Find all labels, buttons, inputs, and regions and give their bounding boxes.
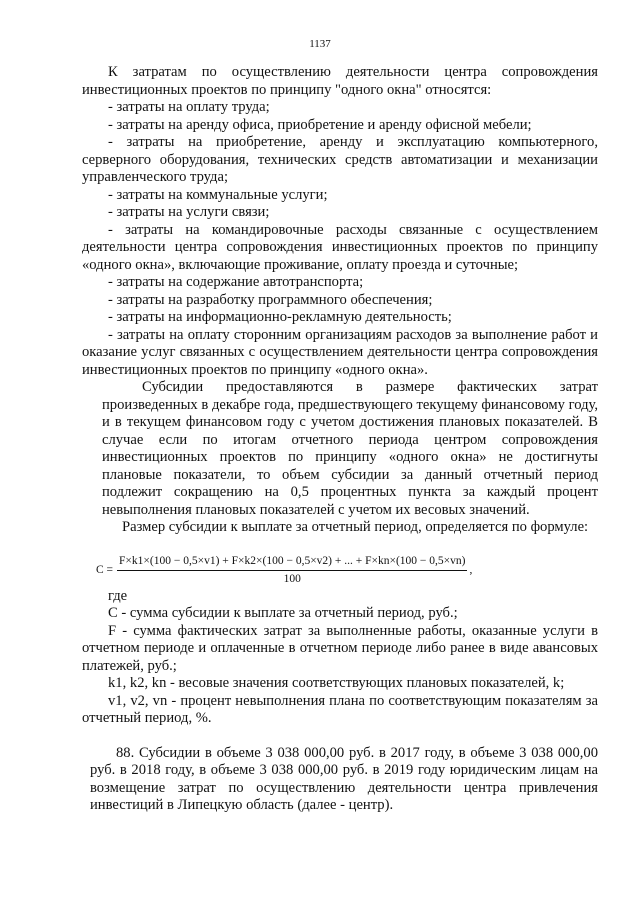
definition-item: v1, v2, vn - процент невыполнения плана по соответствующим показателям за отчетный период, %. bbox=[82, 692, 598, 726]
definition-item: F - сумма фактических затрат за выполненные работы, оказанные услуги в отчетном периоде и оплаченные в отчетном периоде либо ранее в виде авансовых платежей, руб.; bbox=[82, 622, 598, 674]
formula-lhs: C = bbox=[96, 563, 114, 576]
definition-item: k1, k2, kn - весовые значения соответствующих плановых показателей, k; bbox=[108, 675, 565, 691]
paragraph-gap bbox=[82, 728, 598, 745]
formula-intro: Размер субсидии к выплате за отчетный период, определяется по формуле: bbox=[122, 519, 589, 535]
list-item: - затраты на аренду офиса, приобретение и аренду офисной мебели; bbox=[108, 116, 532, 133]
subsidy-formula bbox=[82, 555, 598, 586]
list-item: - затраты на информационно-рекламную деятельность; bbox=[108, 309, 452, 325]
list-item: - затраты на оплату труда; bbox=[108, 99, 270, 115]
formula-tail: , bbox=[469, 563, 473, 576]
formula-denominator: 100 bbox=[283, 572, 301, 585]
intro-paragraph: К затратам по осуществлению деятельности центра сопровождения инвестиционных проектов по принципу "одного окна" относятся: bbox=[82, 64, 598, 98]
where-label: где bbox=[108, 587, 128, 604]
list-item: - затраты на содержание автотранспорта; bbox=[108, 274, 364, 290]
formula-numerator: F×k1×(100 − 0,5×v1) + F×k2×(100 − 0,5×v2) + ... + F×kn×(100 − 0,5×vn) bbox=[117, 555, 467, 571]
list-item: - затраты на услуги связи; bbox=[108, 204, 270, 220]
page-number: 1137 bbox=[309, 38, 331, 50]
formula-fraction bbox=[117, 555, 467, 586]
definition-item: С - сумма субсидии к выплате за отчетный период, руб.; bbox=[108, 605, 458, 621]
list-item: - затраты на оплату сторонним организациям расходов за выполнение работ и оказание услуг связанных с осуществлением деятельности центра сопровождения инвестиционных проектов по принципу «одного окна». bbox=[82, 326, 598, 378]
subsidy-paragraph: Субсидии предоставляются в размере фактических затрат произведенных в декабре года, предшествующего текущему финансовому году, и в текущем финансовом году с учетом достижения плановых показателей. В случае если по итогам отчетного периода центром сопровождения инвестиционных проектов по принципу «одного окна» не достигнуты плановые показатели, то объем субсидии за данный отчетный период подлежит сокращению на 0,5 процентных пункта за каждый процент невыполнения плановых показателей с учетом их весовых значений. bbox=[102, 379, 598, 518]
list-item: - затраты на приобретение, аренду и эксплуатацию компьютерного, серверного оборудования, технических средств автоматизации и механизации управленческого труда; bbox=[82, 134, 598, 185]
list-item: - затраты на командировочные расходы связанные с осуществлением деятельности центра сопровождения инвестиционных проектов по принципу «одного окна», включающие проживание, оплату проезда и суточные; bbox=[82, 221, 598, 273]
list-item: - затраты на разработку программного обеспечения; bbox=[108, 291, 433, 308]
document-body bbox=[82, 64, 598, 815]
paragraph-88: 88. Субсидии в объеме 3 038 000,00 руб. в 2017 году, в объеме 3 038 000,00 руб. в 2018 году, в объеме 3 038 000,00 руб. в 2019 году юридическим лицам на возмещение затрат по осуществлению деятельности центра привлечения инвестиций в Липецкую область (далее - центр). bbox=[90, 744, 598, 813]
list-item: - затраты на коммунальные услуги; bbox=[108, 186, 328, 203]
